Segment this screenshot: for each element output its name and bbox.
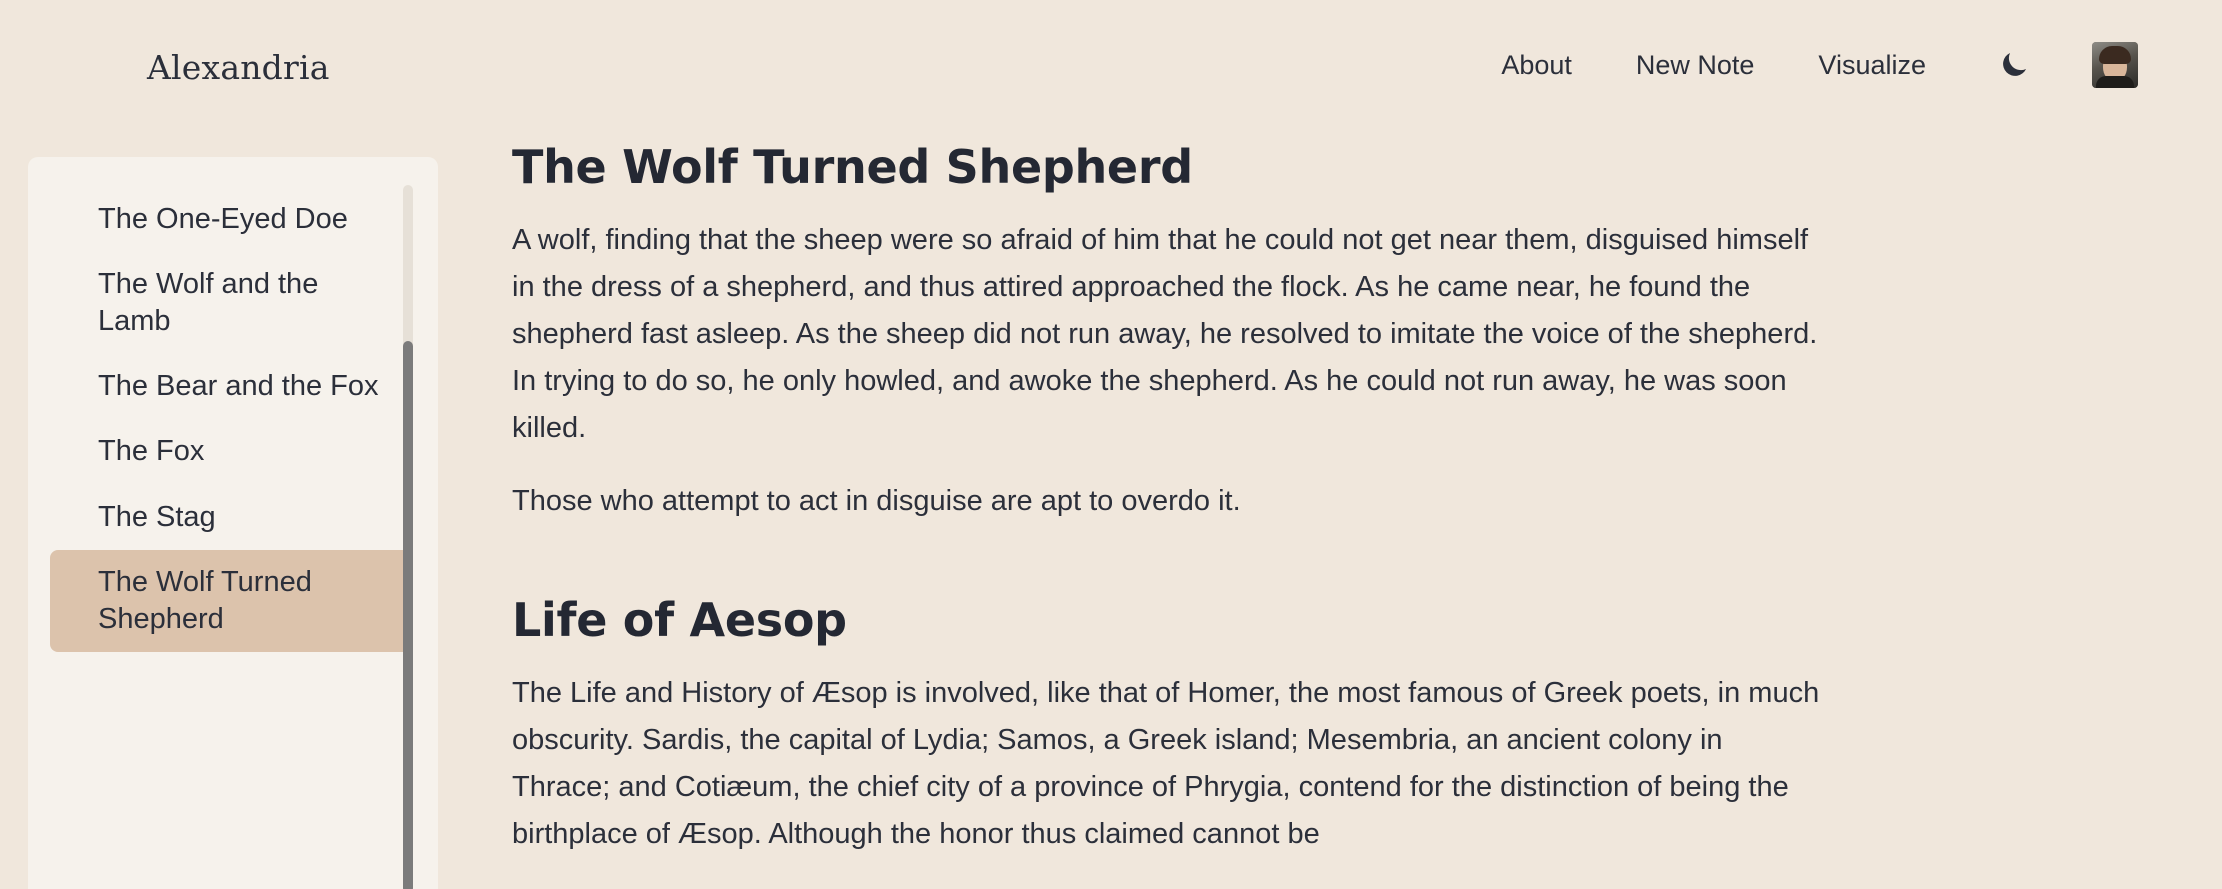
sidebar-item-the-wolf-and-the-lamb[interactable]: The Wolf and the Lamb [98, 268, 319, 338]
note-paragraph: A wolf, finding that the sheep were so afraid of him that he could not get near them, disguised himself in the dress of a shepherd, and thus attired approached the flock. As he came near, he found the shepherd fast asleep. As the sheep did not run away, he resolved to imitate the voice of the shepherd. In trying to do so, he only howled, and awoke the shepherd. As he could not run away, he was soon killed. [512, 224, 1818, 445]
note-content [512, 140, 1912, 884]
nav-visualize[interactable]: Visualize [1818, 49, 1926, 80]
note-moral: Those who attempt to act in disguise are apt to overdo it. [512, 485, 1241, 518]
avatar-shoulders [2096, 76, 2134, 88]
sidebar-item-the-one-eyed-doe[interactable]: The One-Eyed Doe [98, 203, 348, 235]
sidebar-item-the-stag[interactable]: The Stag [98, 500, 216, 533]
avatar-hair [2099, 46, 2131, 64]
avatar[interactable] [2092, 42, 2138, 88]
sidebar-item-the-fox[interactable]: The Fox [98, 435, 205, 468]
section-title-life-of-aesop: Life of Aesop [512, 593, 847, 647]
page-title: The Wolf Turned Shepherd [512, 140, 1193, 194]
notes-list [28, 157, 438, 652]
main-nav [1469, 42, 2142, 88]
section-paragraph: The Life and History of Æsop is involved, like that of Homer, the most famous of Greek poets, in much obscurity. Sardis, the capital of Lydia; Samos, a Greek island; Mesembria, an ancient colony in Thrace; and Cotiæum, the chief city of a province of Phrygia, contend for the distinction of being the birthplace of Æsop. Although the honor thus claimed cannot be [512, 677, 1820, 851]
sidebar-scrollbar[interactable] [403, 185, 413, 889]
sidebar-scrollbar-thumb[interactable] [403, 341, 413, 889]
moon-icon[interactable] [1986, 44, 2042, 86]
app-header [0, 0, 2222, 142]
sidebar-item-the-wolf-turned-shepherd[interactable]: The Wolf Turned Shepherd [50, 550, 412, 652]
app-title: Alexandria [147, 48, 330, 87]
nav-new-note[interactable]: New Note [1635, 49, 1755, 80]
nav-about[interactable]: About [1501, 49, 1572, 80]
sidebar-item-the-bear-and-the-fox[interactable]: The Bear and the Fox [98, 370, 379, 403]
notes-sidebar [28, 157, 438, 889]
